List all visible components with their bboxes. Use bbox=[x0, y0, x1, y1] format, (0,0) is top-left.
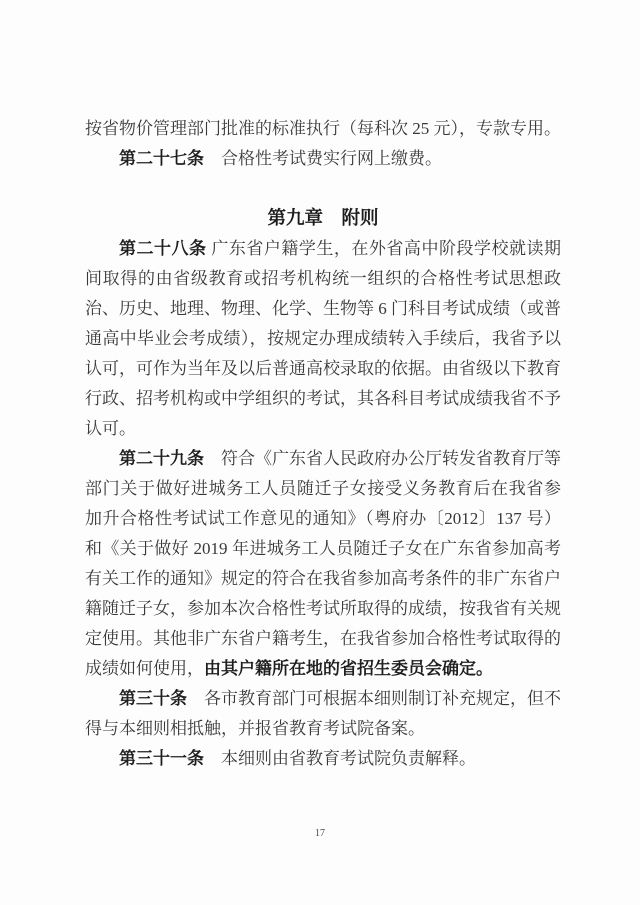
intro-continuation-line: 按省物价管理部门批准的标准执行（每科次 25 元），专款专用。 bbox=[85, 119, 561, 138]
article-27-label: 第二十七条 bbox=[119, 149, 204, 168]
article-29-last-normal: 成绩如何使用， bbox=[85, 659, 204, 678]
article-28-text-1: 广东省户籍学生，在外省高中阶段学校就读期 bbox=[206, 239, 562, 258]
article-28-line-5: 认可，可作为当年及以后普通高校录取的依据。由省级以下教育 bbox=[85, 359, 561, 378]
article-28-label: 第二十八条 bbox=[119, 239, 207, 258]
article-29-text-1: 符合《广东省人民政府办公厅转发省教育厅等 bbox=[204, 449, 561, 468]
article-30-label: 第三十条 bbox=[119, 689, 187, 708]
article-28-line-7: 认可。 bbox=[85, 419, 136, 438]
article-29-label: 第二十九条 bbox=[119, 449, 204, 468]
article-30-text-1: 各市教育部门可根据本细则制订补充规定，但不 bbox=[187, 689, 561, 708]
article-31-line bbox=[85, 744, 561, 774]
article-28-line-3: 治、历史、地理、物理、化学、生物等 6 门科目考试成绩（或普 bbox=[85, 299, 561, 318]
article-29-line-4: 和《关于做好 2019 年进城务工人员随迁子女在广东省参加高考 bbox=[85, 539, 561, 558]
article-31-text: 本细则由省教育考试院负责解释。 bbox=[204, 749, 476, 768]
article-30-line-2: 得与本细则相抵触，并报省教育考试院备案。 bbox=[85, 719, 425, 738]
article-29-line-8 bbox=[85, 654, 561, 684]
article-29-last-bold: 由其户籍所在地的省招生委员会确定。 bbox=[204, 659, 493, 678]
article-29-line-1 bbox=[85, 444, 561, 474]
article-30-line-1 bbox=[85, 684, 561, 714]
article-28-line-2: 间取得的由省级教育或招考机构统一组织的合格性考试思想政 bbox=[85, 269, 561, 288]
blank-line bbox=[85, 174, 561, 204]
article-29-line-5: 有关工作的通知》规定的符合在我省参加高考条件的非广东省户 bbox=[85, 569, 561, 588]
article-29-line-2: 部门关于做好进城务工人员随迁子女接受义务教育后在我省参 bbox=[85, 479, 561, 498]
chapter-heading: 第九章 附则 bbox=[267, 209, 379, 229]
article-28-line-6: 行政、招考机构或中学组织的考试，其各科目考试成绩我省不予 bbox=[85, 389, 561, 408]
article-29-line-7: 定使用。其他非广东省户籍考生，在我省参加合格性考试取得的 bbox=[85, 629, 561, 648]
article-27-text: 合格性考试费实行网上缴费。 bbox=[204, 149, 442, 168]
article-29-line-6: 籍随迁子女，参加本次合格性考试所取得的成绩，按我省有关规 bbox=[85, 599, 561, 618]
article-29-line-3: 加升合格性考试试工作意见的通知》（粤府办〔2012〕137 号） bbox=[85, 509, 561, 528]
page-number: 17 bbox=[315, 828, 325, 839]
article-28-line-4: 通高中毕业会考成绩），按规定办理成绩转入手续后，我省予以 bbox=[85, 329, 561, 348]
article-31-label: 第三十一条 bbox=[119, 749, 204, 768]
article-27-line bbox=[85, 144, 561, 174]
document-body bbox=[85, 114, 561, 774]
article-28-line-1 bbox=[85, 234, 561, 264]
